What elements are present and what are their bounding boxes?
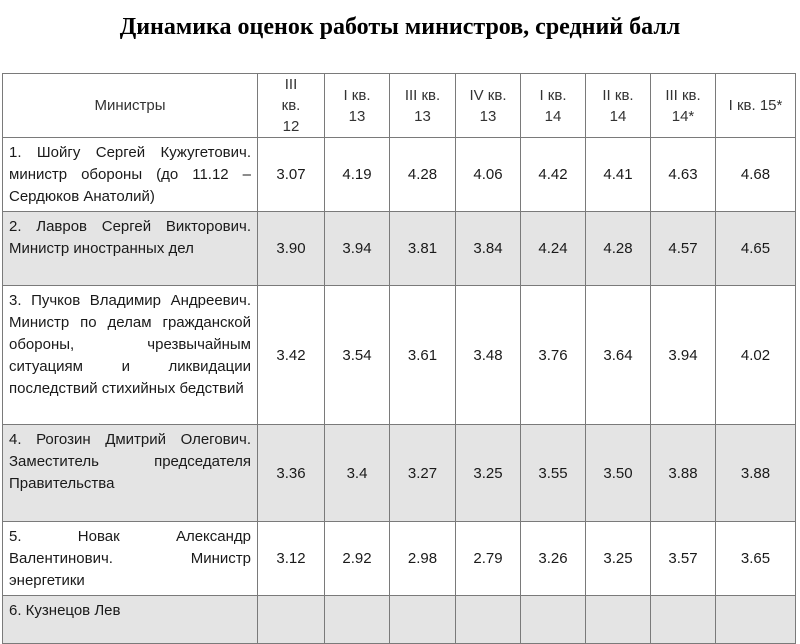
score-cell: [325, 596, 390, 644]
column-header-ministers: Министры: [3, 74, 258, 138]
table-header-row: [3, 74, 796, 138]
column-header-quarter: III кв. 12: [258, 74, 325, 138]
score-cell: 3.61: [390, 286, 456, 425]
column-header-quarter: I кв. 13: [325, 74, 390, 138]
score-cell: 3.54: [325, 286, 390, 425]
score-cell: 3.64: [586, 286, 651, 425]
minister-name: 5. Новак Александр Валентинович. Министр энергетики: [3, 522, 258, 596]
score-cell: 4.42: [521, 138, 586, 212]
score-cell: [456, 596, 521, 644]
score-cell: 3.12: [258, 522, 325, 596]
table-row: [3, 286, 796, 425]
score-cell: 3.42: [258, 286, 325, 425]
score-cell: 3.25: [586, 522, 651, 596]
score-cell: [258, 596, 325, 644]
score-cell: [716, 596, 796, 644]
score-cell: 4.28: [390, 138, 456, 212]
minister-name: 1. Шойгу Сергей Кужугетович. министр обороны (до 11.12 – Сердюков Анатолий): [3, 138, 258, 212]
page-title: Динамика оценок работы министров, средний балл: [119, 14, 681, 40]
score-cell: 4.41: [586, 138, 651, 212]
score-cell: 4.63: [651, 138, 716, 212]
score-cell: 4.02: [716, 286, 796, 425]
score-cell: 3.07: [258, 138, 325, 212]
score-cell: 3.36: [258, 425, 325, 522]
score-cell: 3.94: [325, 212, 390, 286]
score-cell: 3.48: [456, 286, 521, 425]
score-cell: 4.28: [586, 212, 651, 286]
minister-name: 3. Пучков Владимир Андреевич. Министр по делам гражданской обороны, чрезвычайным ситуациям и ликвидации последствий стихийных бедствий: [3, 286, 258, 425]
column-header-quarter: I кв. 15*: [716, 74, 796, 138]
score-cell: 3.65: [716, 522, 796, 596]
score-cell: 3.81: [390, 212, 456, 286]
score-cell: 3.25: [456, 425, 521, 522]
score-cell: 3.55: [521, 425, 586, 522]
column-header-quarter: II кв. 14: [586, 74, 651, 138]
minister-name: 4. Рогозин Дмитрий Олегович. Заместитель председателя Правительства: [3, 425, 258, 522]
score-cell: 3.88: [651, 425, 716, 522]
score-cell: 2.92: [325, 522, 390, 596]
score-cell: 3.76: [521, 286, 586, 425]
score-cell: [651, 596, 716, 644]
column-header-quarter: III кв. 14*: [651, 74, 716, 138]
score-cell: 3.27: [390, 425, 456, 522]
score-cell: [586, 596, 651, 644]
score-cell: 4.68: [716, 138, 796, 212]
score-cell: 2.79: [456, 522, 521, 596]
table-row: [3, 212, 796, 286]
column-header-quarter: IV кв. 13: [456, 74, 521, 138]
table-row: [3, 138, 796, 212]
score-cell: 3.94: [651, 286, 716, 425]
table-row: [3, 425, 796, 522]
score-cell: 3.26: [521, 522, 586, 596]
score-cell: 3.4: [325, 425, 390, 522]
table-row: [3, 522, 796, 596]
score-cell: [521, 596, 586, 644]
score-cell: 3.88: [716, 425, 796, 522]
ratings-table: [2, 73, 796, 644]
score-cell: 4.24: [521, 212, 586, 286]
score-cell: 3.90: [258, 212, 325, 286]
score-cell: 4.65: [716, 212, 796, 286]
score-cell: 4.57: [651, 212, 716, 286]
score-cell: 4.06: [456, 138, 521, 212]
column-header-quarter: III кв. 13: [390, 74, 456, 138]
column-header-quarter: I кв. 14: [521, 74, 586, 138]
score-cell: 4.19: [325, 138, 390, 212]
score-cell: 3.50: [586, 425, 651, 522]
table-row: [3, 596, 796, 644]
score-cell: 3.57: [651, 522, 716, 596]
score-cell: 3.84: [456, 212, 521, 286]
minister-name: 2. Лавров Сергей Викторович. Министр иностранных дел: [3, 212, 258, 286]
score-cell: [390, 596, 456, 644]
score-cell: 2.98: [390, 522, 456, 596]
minister-name: 6. Кузнецов Лев: [3, 596, 258, 644]
